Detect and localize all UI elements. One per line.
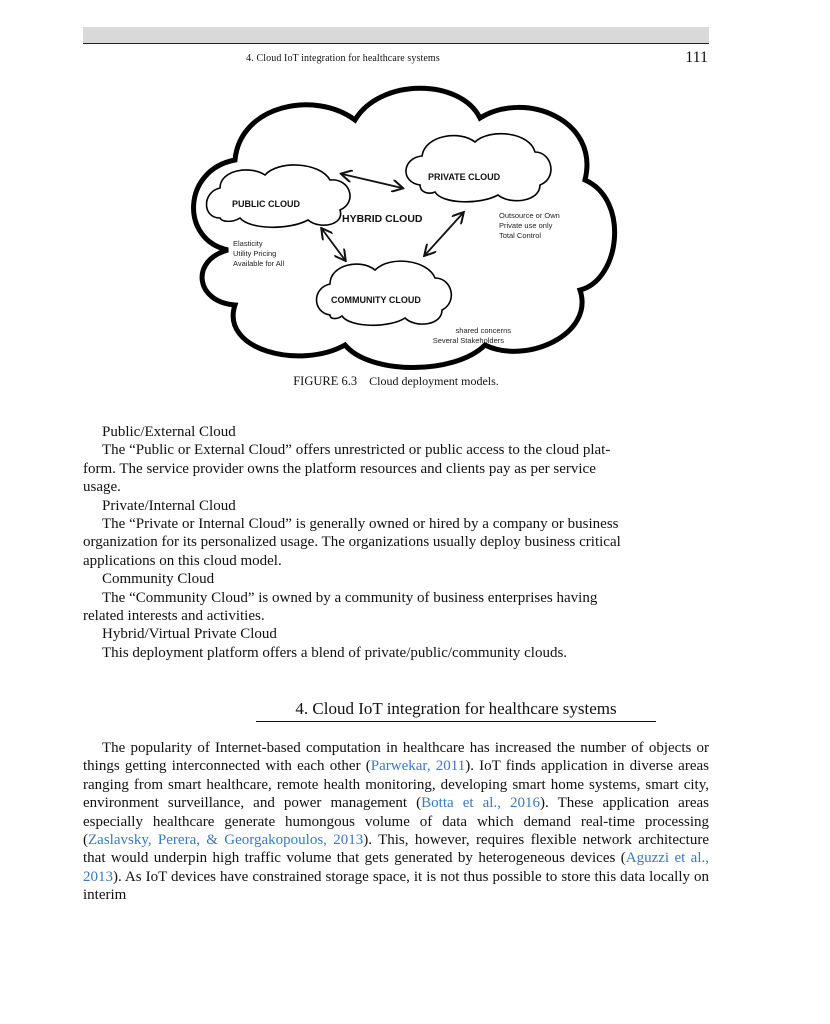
model-text-line: usage. [83, 479, 121, 496]
section-paragraph [83, 739, 709, 905]
section-heading: 4. Cloud IoT integration for healthcare systems [256, 699, 656, 722]
text-run: ). IoT finds application in diverse areas ranging from smart healthcare, remote health monitoring, developing smart home systems, smart city, environment surveillance, and power management ( [83, 758, 709, 812]
hybrid-cloud-label: HYBRID CLOUD [342, 213, 423, 225]
model-text-line: This deployment platform offers a blend of private/public/community clouds. [102, 644, 568, 661]
model-title: Public/External Cloud [102, 424, 236, 440]
private-note-3: Total Control [499, 231, 542, 240]
text-run: ). This, however, requires flexible network architecture that would underpin high traffic volume that gets generated by heterogeneous devices ( [83, 832, 709, 867]
deployment-models-text [83, 423, 709, 662]
citation-botta-2016[interactable]: Botta et al., 2016 [421, 795, 541, 812]
public-note-2: Utility Pricing [233, 249, 277, 258]
model-text-line: applications on this cloud model. [83, 552, 282, 569]
model-title: Private/Internal Cloud [102, 497, 236, 514]
citation-aguzzi-2013[interactable]: Aguzzi et al., 2013 [83, 850, 710, 885]
cloud-diagram [180, 80, 620, 370]
header-bar [83, 27, 709, 44]
model-text-line: The “Community Cloud” is owned by a community of business enterprises having [102, 589, 598, 606]
text-run: ). As IoT devices have constrained storage space, it is not thus possible to store this data locally on interim [83, 868, 709, 904]
figure-caption-label: FIGURE 6.3 [293, 374, 358, 388]
model-title: Community Cloud [102, 571, 215, 588]
model-text-line: The “Private or Internal Cloud” is generally owned or hired by a company or business [102, 516, 619, 533]
citation-parwekar-2011[interactable]: Parwekar, 2011 [370, 758, 466, 775]
model-text-line: related interests and activities. [83, 608, 265, 625]
private-note-1: Outsource or Own [499, 211, 560, 220]
model-text-line: The “Public or External Cloud” offers unrestricted or public access to the cloud plat- [102, 442, 611, 459]
community-note-2: Several Stakeholders [432, 336, 504, 345]
private-cloud-shape [406, 134, 551, 202]
model-text-line: form. The service provider owns the platform resources and clients pay as per service [83, 460, 596, 477]
section-body [83, 739, 709, 905]
private-cloud-label: PRIVATE CLOUD [428, 172, 501, 182]
figure-caption [83, 374, 709, 389]
public-cloud-label: PUBLIC CLOUD [232, 199, 300, 209]
community-note-1: shared concerns [455, 326, 511, 335]
cloud-deployment-figure [180, 80, 620, 370]
figure-caption-text: Cloud deployment models. [369, 374, 499, 388]
section-heading-row [83, 699, 709, 722]
public-note-3: Available for All [233, 259, 285, 268]
public-note-1: Elasticity [233, 239, 263, 248]
model-text-line: organization for its personalized usage. The organizations usually deploy business critical [83, 534, 621, 551]
page-number: 111 [685, 49, 708, 66]
text-run: The popularity of Internet-based computation in healthcare has increased the number of objects or things getting interconnected with each other ( [83, 740, 709, 775]
model-title: Hybrid/Virtual Private Cloud [102, 626, 277, 643]
running-head: 4. Cloud IoT integration for healthcare systems [246, 53, 440, 64]
private-note-2: Private use only [499, 221, 553, 230]
citation-zaslavsky-2013[interactable]: Zaslavsky, Perera, & Georgakopoulos, 2013 [88, 832, 364, 849]
community-cloud-label: COMMUNITY CLOUD [331, 295, 421, 305]
text-run: ). These application areas especially healthcare generate humongous volume of data which demand real-time processing ( [83, 795, 709, 849]
